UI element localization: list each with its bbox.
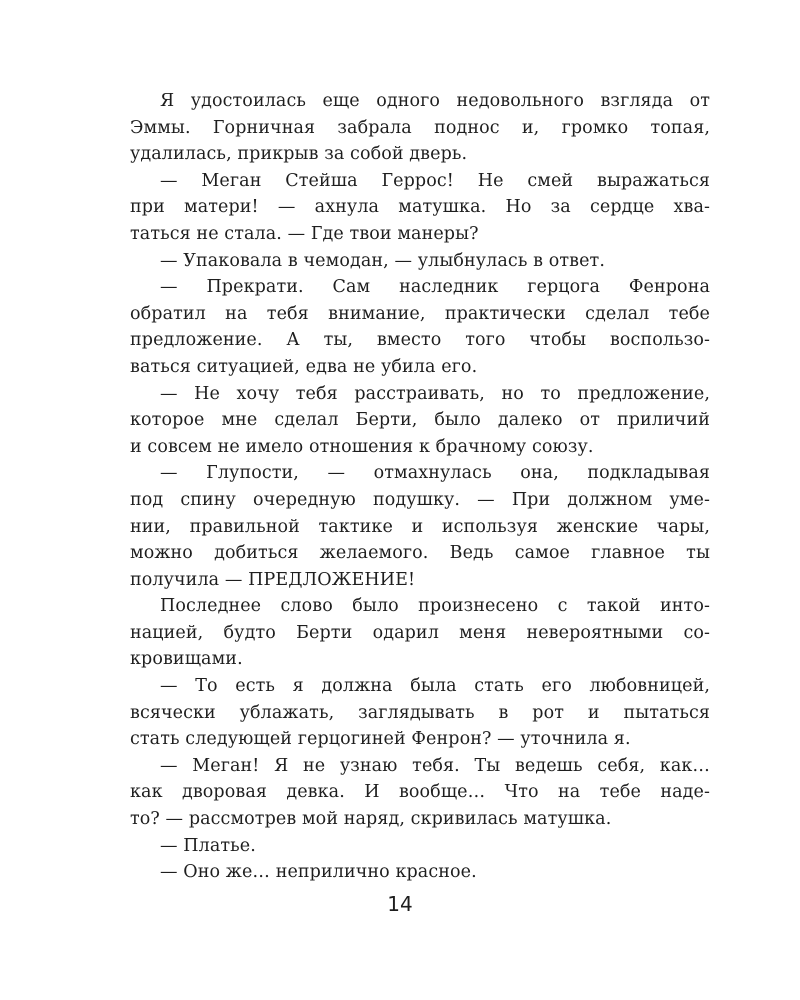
text-line: ваться ситуацией, едва не убила его. bbox=[130, 356, 478, 377]
text-line: Эммы. Горничная забрала поднос и, громко топая, bbox=[130, 117, 710, 138]
text-line: таться не стала. — Где твои манеры? bbox=[130, 223, 479, 244]
text-line: Последнее слово было произнесено с такой инто- bbox=[160, 596, 710, 617]
text-line: — Глупости, — отмахнулась она, подкладывая bbox=[160, 463, 710, 484]
text-line: — Меган! Я не узнаю тебя. Ты ведешь себя, как… bbox=[160, 755, 710, 776]
text-line: — Не хочу тебя расстраивать, но то предложение, bbox=[160, 383, 710, 404]
text-line: — Меган Стейша Геррос! Не смей выражаться bbox=[160, 170, 710, 191]
text-line: — Прекрати. Сам наследник герцога Фенрона bbox=[160, 277, 710, 298]
text-line: под спину очередную подушку. — При должном уме- bbox=[130, 489, 710, 510]
text-line: нацией, будто Берти одарил меня невероятными со- bbox=[130, 622, 710, 643]
text-line: получила — ПРЕДЛОЖЕНИЕ! bbox=[130, 569, 416, 590]
text-line: и совсем не имело отношения к брачному союзу. bbox=[130, 436, 594, 457]
text-line: — Оно же… неприлично красное. bbox=[160, 862, 477, 883]
text-line: предложение. А ты, вместо того чтобы воспользо- bbox=[130, 330, 710, 351]
text-line: всячески ублажать, заглядывать в рот и пытаться bbox=[130, 702, 710, 723]
text-line: нии, правильной тактике и используя женские чары, bbox=[130, 516, 710, 537]
text-line: при матери! — ахнула матушка. Но за сердце хва- bbox=[130, 197, 710, 218]
text-line: можно добиться желаемого. Ведь самое главное ты bbox=[130, 543, 710, 564]
text-line: кровищами. bbox=[130, 649, 243, 670]
text-line: обратил на тебя внимание, практически сделал тебе bbox=[130, 303, 710, 324]
text-line: то? — рассмотрев мой наряд, скривилась матушка. bbox=[130, 809, 612, 830]
text-line: — Упаковала в чемодан, — улыбнулась в ответ. bbox=[160, 250, 605, 271]
text-line: удалилась, прикрыв за собой дверь. bbox=[130, 144, 468, 165]
text-line: как дворовая девка. И вообще… Что на тебе наде- bbox=[130, 782, 710, 803]
body-text bbox=[130, 88, 710, 886]
page-number: 14 bbox=[387, 892, 413, 916]
text-line: которое мне сделал Берти, было далеко от приличий bbox=[130, 410, 710, 431]
text-line: Я удостоилась еще одного недовольного взгляда от bbox=[160, 91, 710, 111]
text-line: — То есть я должна была стать его любовницей, bbox=[160, 676, 710, 697]
text-line: стать следующей герцогиней Фенрон? — уточнила я. bbox=[130, 729, 631, 750]
text-line: — Платье. bbox=[160, 835, 256, 856]
